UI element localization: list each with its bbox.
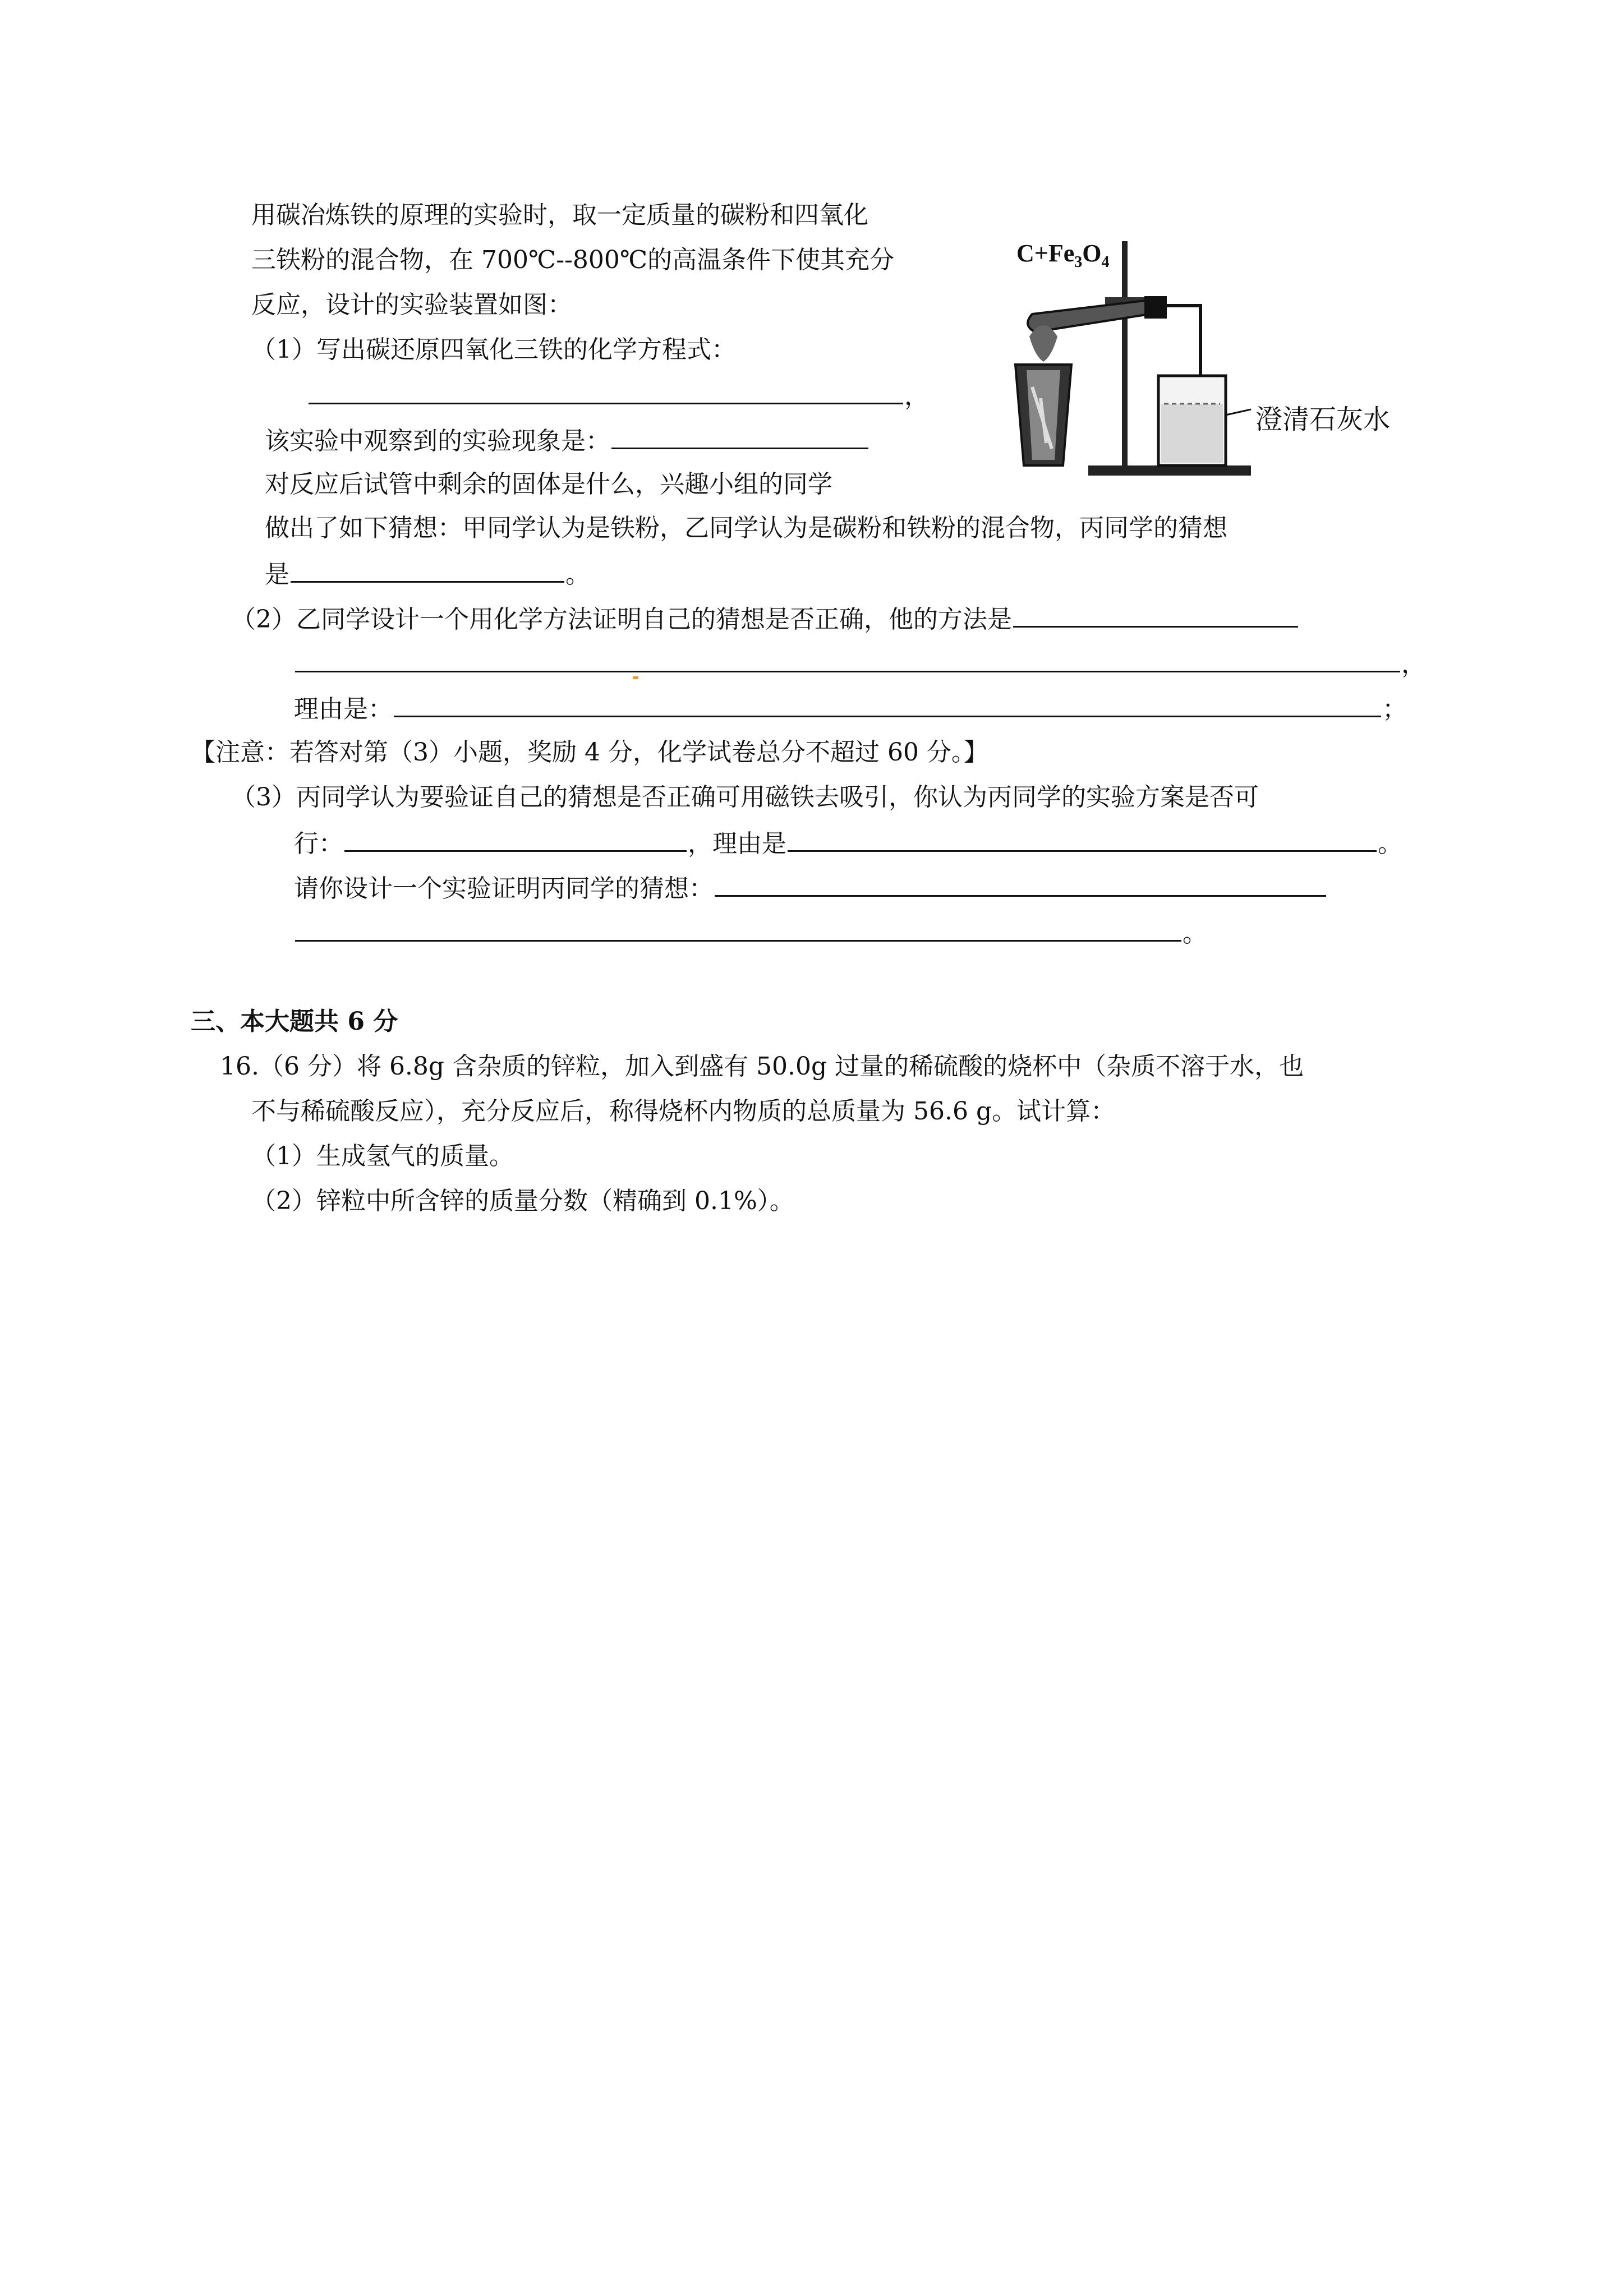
q2-line-1: （2）乙同学设计一个用化学方法证明自己的猜想是否正确，他的方法是 [231,603,1299,635]
limewater-pointer [1226,409,1251,415]
q1-label: （1）写出碳还原四氧化三铁的化学方程式： [251,335,736,364]
q2-reason-line: 理由是： ； [294,693,1407,725]
q1-guess-is-line: 是 。 [265,559,590,590]
intro-line-3: 反应，设计的实验装置如图： [251,291,572,319]
q1-residue-line: 对反应后试管中剩余的固体是什么，兴趣小组的同学 [265,470,832,499]
q2-reason-blank[interactable] [394,693,1381,717]
q3-design-blank[interactable] [715,873,1326,897]
q2-method-blank[interactable] [1013,603,1298,628]
q1-phenomenon-line: 该实验中观察到的实验现象是： [265,425,869,457]
q16-sub-1: （1）生成氢气的质量。 [251,1142,514,1170]
intro-line-1: 用碳冶炼铁的原理的实验时，取一定质量的碳粉和四氧化 [251,201,868,229]
stopper [1144,296,1167,319]
q16-sub-2: （2）锌粒中所含锌的质量分数（精确到 0.1%）。 [251,1187,794,1215]
section-3-heading: 三、本大题共 6 分 [191,1007,398,1036]
bonus-note: 【注意：若答对第（3）小题，奖励 4 分，化学试卷总分不超过 60 分。】 [191,738,988,767]
q3-line-3: 请你设计一个实验证明丙同学的猜想： [294,873,1327,904]
figure-label: $C+Fe_3O_4$ [1016,239,1110,271]
q2-method-blank-2[interactable] [295,648,1400,672]
q3-reason-blank[interactable] [788,828,1377,852]
q3-line-1: （3）丙同学认为要验证自己的猜想是否正确可用磁铁去吸引，你认为丙同学的实验方案是否可 [231,783,1259,812]
guess-blank[interactable] [291,559,564,583]
q16-line-2: 不与稀硫酸反应），充分反应后，称得烧杯内物质的总质量为 56.6 g。试计算： [251,1097,1116,1126]
apparatus-diagram [1010,230,1380,488]
q3-line-2: 行： ，理由是 。 [294,828,1402,859]
intro-line-2: 三铁粉的混合物，在 700℃--800℃的高温条件下使其充分 [251,246,895,274]
q2-line-2: ， [294,648,1426,680]
stray-mark [633,676,638,679]
phenomenon-blank[interactable] [611,425,868,449]
limewater-label: 澄清石灰水 [1255,404,1391,435]
q16-line-1: 16.（6 分）将 6.8g 含杂质的锌粒，加入到盛有 50.0g 过量的稀硫酸的烧杯中（杂质不溶于水，也 [220,1052,1304,1081]
stand-rod [1122,241,1128,471]
q3-feasible-blank[interactable] [344,828,687,852]
q1-equation-line: ， [307,380,929,412]
limewater-liquid [1161,404,1223,463]
stand-base [1088,465,1251,476]
q1-guess-line: 做出了如下猜想：甲同学认为是铁粉，乙同学认为是碳粉和铁粉的混合物，丙同学的猜想 [265,514,1227,542]
equation-blank[interactable] [309,380,903,404]
q3-line-4: 。 [294,918,1207,949]
q3-design-blank-2[interactable] [295,918,1181,942]
